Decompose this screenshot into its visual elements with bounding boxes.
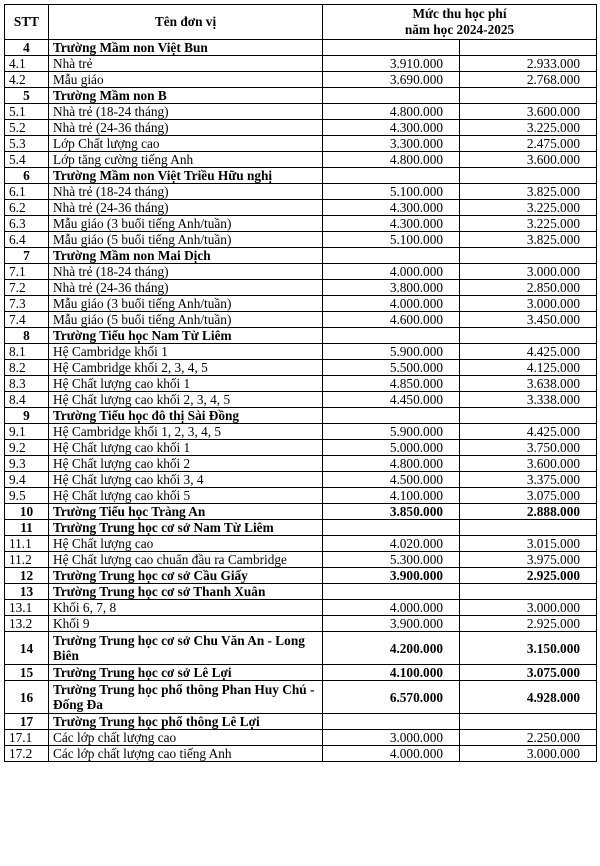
unit-name-cell: Khối 9: [49, 616, 323, 632]
fee-cell-b: 3.000.000: [460, 296, 597, 312]
table-row: [5, 56, 597, 72]
fee-cell-b: 2.925.000: [460, 568, 597, 584]
unit-name-cell: Các lớp chất lượng cao tiếng Anh: [49, 746, 323, 762]
fee-cell-b: 2.933.000: [460, 56, 597, 72]
fee-cell-a: 4.000.000: [323, 296, 460, 312]
unit-name-cell: Trường Mầm non B: [49, 88, 323, 104]
table-group-row: [5, 681, 597, 714]
table-body: [5, 40, 597, 762]
stt-cell: 8.4: [5, 392, 49, 408]
unit-name-cell: Nhà trẻ: [49, 56, 323, 72]
unit-name-cell: Mẫu giáo (3 buổi tiếng Anh/tuần): [49, 216, 323, 232]
table-group-row: [5, 88, 597, 104]
table-row: [5, 456, 597, 472]
unit-name-cell: Hệ Chất lượng cao: [49, 536, 323, 552]
fee-cell-b: [460, 584, 597, 600]
header-fee: [323, 5, 597, 40]
stt-cell: 7: [5, 248, 49, 264]
stt-cell: 13.1: [5, 600, 49, 616]
fee-cell-a: 4.300.000: [323, 200, 460, 216]
table-row: [5, 232, 597, 248]
unit-name-cell: Hệ Chất lượng cao khối 3, 4: [49, 472, 323, 488]
table-row: [5, 344, 597, 360]
fee-cell-a: 4.800.000: [323, 104, 460, 120]
fee-cell-a: [323, 520, 460, 536]
stt-cell: 7.1: [5, 264, 49, 280]
unit-name-cell: Hệ Chất lượng cao khối 1: [49, 440, 323, 456]
fee-cell-b: 3.600.000: [460, 104, 597, 120]
unit-name-cell: Lớp Chất lượng cao: [49, 136, 323, 152]
table-row: [5, 72, 597, 88]
unit-name-cell: Lớp tăng cường tiếng Anh: [49, 152, 323, 168]
fee-cell-a: 4.300.000: [323, 120, 460, 136]
unit-name-cell: Nhà trẻ (18-24 tháng): [49, 264, 323, 280]
fee-cell-a: 4.100.000: [323, 488, 460, 504]
table-row: [5, 376, 597, 392]
table-group-row: [5, 632, 597, 665]
unit-name-cell: Trường Mầm non Việt Bun: [49, 40, 323, 56]
fee-cell-a: 3.800.000: [323, 280, 460, 296]
table-group-row: [5, 504, 597, 520]
table-group-row: [5, 168, 597, 184]
fee-cell-b: 3.638.000: [460, 376, 597, 392]
table-row: [5, 280, 597, 296]
table-row: [5, 472, 597, 488]
stt-cell: 17: [5, 714, 49, 730]
table-row: [5, 200, 597, 216]
fee-cell-a: 3.690.000: [323, 72, 460, 88]
fee-cell-a: 5.100.000: [323, 232, 460, 248]
unit-name-cell: Hệ Cambridge khối 1, 2, 3, 4, 5: [49, 424, 323, 440]
stt-cell: 11.2: [5, 552, 49, 568]
stt-cell: 12: [5, 568, 49, 584]
stt-cell: 14: [5, 632, 49, 665]
fee-cell-b: 3.000.000: [460, 746, 597, 762]
fee-cell-a: 3.900.000: [323, 616, 460, 632]
unit-name-cell: Trường Trung học phổ thông Lê Lợi: [49, 714, 323, 730]
table-header-row: [5, 5, 597, 40]
unit-name-cell: Trường Trung học cơ sở Cầu Giấy: [49, 568, 323, 584]
fee-cell-a: 5.100.000: [323, 184, 460, 200]
stt-cell: 5.4: [5, 152, 49, 168]
stt-cell: 9.5: [5, 488, 49, 504]
fee-cell-b: 2.850.000: [460, 280, 597, 296]
fee-cell-a: [323, 168, 460, 184]
fee-cell-b: 2.768.000: [460, 72, 597, 88]
fee-cell-b: 3.338.000: [460, 392, 597, 408]
fee-cell-a: [323, 328, 460, 344]
table-row: [5, 184, 597, 200]
unit-name-cell: Nhà trẻ (24-36 tháng): [49, 280, 323, 296]
table-row: [5, 136, 597, 152]
unit-name-cell: Hệ Cambridge khối 2, 3, 4, 5: [49, 360, 323, 376]
fee-cell-b: 3.825.000: [460, 184, 597, 200]
stt-cell: 13.2: [5, 616, 49, 632]
stt-cell: 16: [5, 681, 49, 714]
header-fee-line1: Mức thu học phí: [412, 6, 507, 21]
header-stt: STT: [5, 5, 49, 40]
stt-cell: 10: [5, 504, 49, 520]
table-row: [5, 424, 597, 440]
table-row: [5, 312, 597, 328]
fee-cell-a: [323, 714, 460, 730]
unit-name-cell: Trường Tiểu học Tràng An: [49, 504, 323, 520]
fee-cell-a: 3.000.000: [323, 730, 460, 746]
stt-cell: 4.2: [5, 72, 49, 88]
unit-name-cell: Hệ Chất lượng cao khối 5: [49, 488, 323, 504]
fee-cell-a: 3.910.000: [323, 56, 460, 72]
stt-cell: 8: [5, 328, 49, 344]
stt-cell: 9.4: [5, 472, 49, 488]
fee-cell-a: 4.500.000: [323, 472, 460, 488]
unit-name-cell: Trường Mầm non Mai Dịch: [49, 248, 323, 264]
header-fee-line2: năm học 2024-2025: [404, 22, 515, 37]
fee-cell-a: [323, 40, 460, 56]
stt-cell: 9.2: [5, 440, 49, 456]
fee-cell-a: [323, 248, 460, 264]
table-row: [5, 104, 597, 120]
fee-cell-b: 3.825.000: [460, 232, 597, 248]
fee-cell-b: 4.425.000: [460, 344, 597, 360]
fee-cell-b: 2.888.000: [460, 504, 597, 520]
fee-cell-b: 3.075.000: [460, 665, 597, 681]
stt-cell: 8.1: [5, 344, 49, 360]
table-row: [5, 616, 597, 632]
stt-cell: 6.2: [5, 200, 49, 216]
fee-cell-a: 4.300.000: [323, 216, 460, 232]
unit-name-cell: Mẫu giáo (3 buổi tiếng Anh/tuần): [49, 296, 323, 312]
fee-cell-a: [323, 88, 460, 104]
unit-name-cell: Trường Tiểu học Nam Từ Liêm: [49, 328, 323, 344]
fee-cell-a: 4.100.000: [323, 665, 460, 681]
table-group-row: [5, 408, 597, 424]
stt-cell: 15: [5, 665, 49, 681]
table-group-row: [5, 714, 597, 730]
stt-cell: 5: [5, 88, 49, 104]
table-group-row: [5, 568, 597, 584]
table-row: [5, 552, 597, 568]
stt-cell: 7.3: [5, 296, 49, 312]
fee-cell-b: 3.150.000: [460, 632, 597, 665]
table-row: [5, 746, 597, 762]
unit-name-cell: Hệ Chất lượng cao khối 2: [49, 456, 323, 472]
fee-cell-b: 2.925.000: [460, 616, 597, 632]
fee-cell-b: 3.015.000: [460, 536, 597, 552]
unit-name-cell: Trường Trung học cơ sở Chu Văn An - Long Biên: [49, 632, 323, 665]
table-row: [5, 360, 597, 376]
stt-cell: 11.1: [5, 536, 49, 552]
table-group-row: [5, 40, 597, 56]
fee-cell-b: 3.750.000: [460, 440, 597, 456]
unit-name-cell: Hệ Chất lượng cao khối 2, 3, 4, 5: [49, 392, 323, 408]
table-group-row: [5, 520, 597, 536]
unit-name-cell: Mẫu giáo (5 buổi tiếng Anh/tuần): [49, 312, 323, 328]
fee-cell-a: 4.800.000: [323, 456, 460, 472]
fee-cell-b: [460, 248, 597, 264]
fee-cell-b: 3.600.000: [460, 152, 597, 168]
fee-cell-b: 2.475.000: [460, 136, 597, 152]
stt-cell: 4: [5, 40, 49, 56]
stt-cell: 8.2: [5, 360, 49, 376]
fee-cell-b: [460, 328, 597, 344]
stt-cell: 6: [5, 168, 49, 184]
fee-cell-b: [460, 714, 597, 730]
stt-cell: 8.3: [5, 376, 49, 392]
fee-cell-b: 4.125.000: [460, 360, 597, 376]
fee-cell-a: 4.800.000: [323, 152, 460, 168]
unit-name-cell: Các lớp chất lượng cao: [49, 730, 323, 746]
unit-name-cell: Mẫu giáo (5 buổi tiếng Anh/tuần): [49, 232, 323, 248]
stt-cell: 7.2: [5, 280, 49, 296]
fee-cell-b: 3.975.000: [460, 552, 597, 568]
unit-name-cell: Mẫu giáo: [49, 72, 323, 88]
fee-cell-a: 4.600.000: [323, 312, 460, 328]
fee-cell-a: 4.020.000: [323, 536, 460, 552]
fee-cell-a: 5.500.000: [323, 360, 460, 376]
fee-cell-b: 4.928.000: [460, 681, 597, 714]
table-group-row: [5, 584, 597, 600]
unit-name-cell: Nhà trẻ (24-36 tháng): [49, 200, 323, 216]
header-unit: Tên đơn vị: [49, 5, 323, 40]
fee-cell-a: 4.850.000: [323, 376, 460, 392]
table-group-row: [5, 665, 597, 681]
fee-cell-a: 4.200.000: [323, 632, 460, 665]
fee-cell-b: 3.075.000: [460, 488, 597, 504]
fee-cell-a: 3.300.000: [323, 136, 460, 152]
fee-cell-b: [460, 520, 597, 536]
stt-cell: 13: [5, 584, 49, 600]
fee-cell-a: 5.000.000: [323, 440, 460, 456]
unit-name-cell: Trường Mầm non Việt Triều Hữu nghị: [49, 168, 323, 184]
stt-cell: 6.3: [5, 216, 49, 232]
table-row: [5, 440, 597, 456]
stt-cell: 17.1: [5, 730, 49, 746]
stt-cell: 9: [5, 408, 49, 424]
fee-cell-a: 5.900.000: [323, 424, 460, 440]
table-row: [5, 152, 597, 168]
stt-cell: 5.2: [5, 120, 49, 136]
fee-cell-a: 4.000.000: [323, 600, 460, 616]
fee-cell-b: 3.000.000: [460, 600, 597, 616]
unit-name-cell: Trường Trung học cơ sở Lê Lợi: [49, 665, 323, 681]
fee-cell-b: 3.225.000: [460, 216, 597, 232]
fee-cell-b: 3.000.000: [460, 264, 597, 280]
stt-cell: 5.3: [5, 136, 49, 152]
fee-cell-b: 3.450.000: [460, 312, 597, 328]
unit-name-cell: Nhà trẻ (24-36 tháng): [49, 120, 323, 136]
table-row: [5, 296, 597, 312]
unit-name-cell: Trường Trung học cơ sở Nam Từ Liêm: [49, 520, 323, 536]
stt-cell: 6.1: [5, 184, 49, 200]
stt-cell: 9.3: [5, 456, 49, 472]
fee-cell-b: 3.225.000: [460, 120, 597, 136]
fee-cell-a: 5.300.000: [323, 552, 460, 568]
table-row: [5, 730, 597, 746]
table-row: [5, 264, 597, 280]
fee-cell-a: 4.450.000: [323, 392, 460, 408]
unit-name-cell: Trường Trung học phổ thông Phan Huy Chú - Đống Đa: [49, 681, 323, 714]
table-row: [5, 488, 597, 504]
table-row: [5, 392, 597, 408]
fee-cell-b: 3.600.000: [460, 456, 597, 472]
stt-cell: 7.4: [5, 312, 49, 328]
unit-name-cell: Hệ Chất lượng cao khối 1: [49, 376, 323, 392]
unit-name-cell: Nhà trẻ (18-24 tháng): [49, 104, 323, 120]
table-group-row: [5, 248, 597, 264]
fee-cell-a: 3.850.000: [323, 504, 460, 520]
fee-cell-b: 3.225.000: [460, 200, 597, 216]
fee-cell-a: 3.900.000: [323, 568, 460, 584]
stt-cell: 6.4: [5, 232, 49, 248]
unit-name-cell: Hệ Cambridge khối 1: [49, 344, 323, 360]
fee-cell-b: [460, 408, 597, 424]
stt-cell: 17.2: [5, 746, 49, 762]
fee-cell-a: 5.900.000: [323, 344, 460, 360]
table-row: [5, 216, 597, 232]
stt-cell: 4.1: [5, 56, 49, 72]
fee-cell-a: [323, 584, 460, 600]
fee-cell-a: [323, 408, 460, 424]
unit-name-cell: Nhà trẻ (18-24 tháng): [49, 184, 323, 200]
table-row: [5, 120, 597, 136]
tuition-fee-table: [4, 4, 597, 762]
table-group-row: [5, 328, 597, 344]
stt-cell: 9.1: [5, 424, 49, 440]
fee-cell-b: [460, 88, 597, 104]
unit-name-cell: Trường Trung học cơ sở Thanh Xuân: [49, 584, 323, 600]
fee-cell-b: [460, 168, 597, 184]
stt-cell: 5.1: [5, 104, 49, 120]
fee-cell-b: 4.425.000: [460, 424, 597, 440]
fee-cell-a: 6.570.000: [323, 681, 460, 714]
stt-cell: 11: [5, 520, 49, 536]
fee-cell-a: 4.000.000: [323, 264, 460, 280]
unit-name-cell: Hệ Chất lượng cao chuẩn đầu ra Cambridge: [49, 552, 323, 568]
fee-cell-b: [460, 40, 597, 56]
unit-name-cell: Khối 6, 7, 8: [49, 600, 323, 616]
fee-cell-b: 3.375.000: [460, 472, 597, 488]
table-row: [5, 536, 597, 552]
fee-cell-b: 2.250.000: [460, 730, 597, 746]
unit-name-cell: Trường Tiểu học đô thị Sài Đồng: [49, 408, 323, 424]
fee-cell-a: 4.000.000: [323, 746, 460, 762]
table-row: [5, 600, 597, 616]
